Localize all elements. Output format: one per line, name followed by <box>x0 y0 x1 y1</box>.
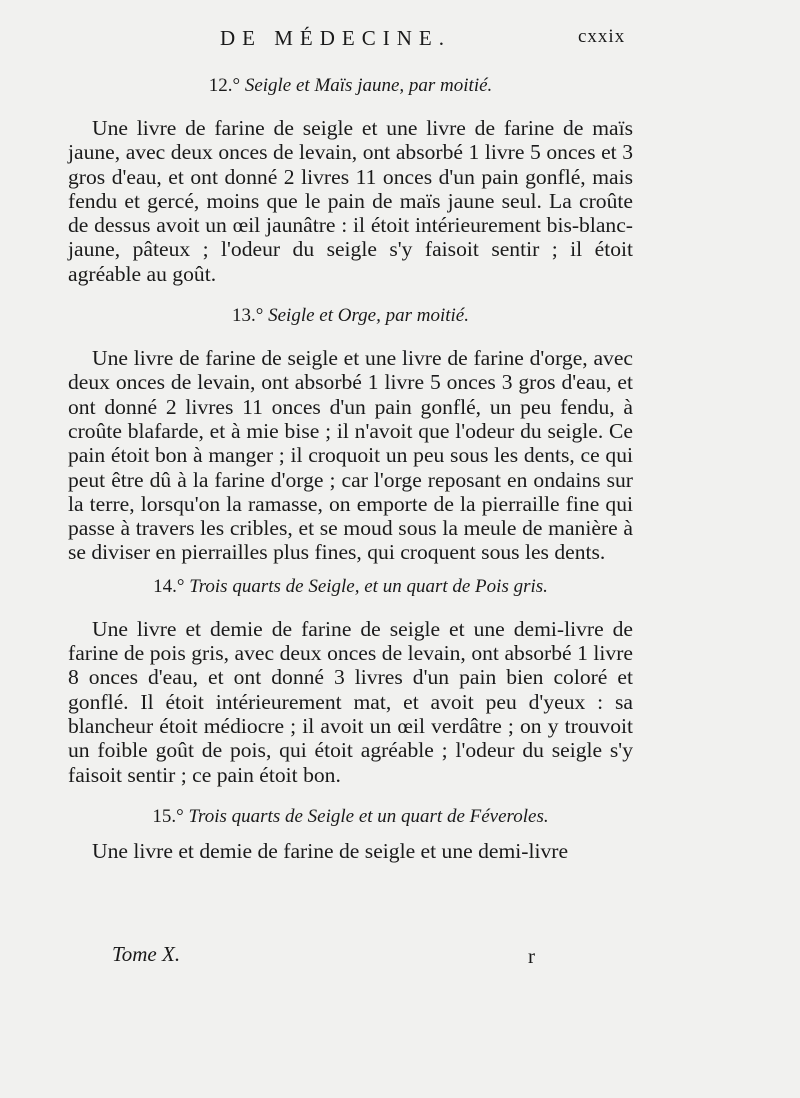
section-number: 14.° <box>153 575 185 597</box>
section-paragraph-12: Une livre de farine de seigle et une livre de farine de maïs jaune, avec deux onces de levain, ont absorbé 1 livre 5 onces et 3 gros d'eau, et ont donné 2 livres 11 onces d'un pain gonflé, mais fendu et gercé, moins que le pain de maïs jaune seul. La croûte de dessus avoit un œil jaunâtre : il étoit intérieurement bis-blanc-jaune, pâteux ; l'odeur du seigle s'y faisoit sentir ; il étoit agréable au goût. <box>68 116 633 286</box>
section-title: Seigle et Orge, par moitié. <box>268 305 469 327</box>
page-number: cxxix <box>578 26 626 47</box>
signature-mark: r <box>528 944 535 968</box>
section-number: 13.° <box>232 305 264 327</box>
section-number: 15.° <box>152 805 184 827</box>
section-heading-13 <box>68 304 633 328</box>
section-paragraph-13: Une livre de farine de seigle et une livre de farine d'orge, avec deux onces de levain, ont absorbé 1 livre 5 onces 3 gros d'eau, et ont donné 2 livres 11 onces d'un pain gonflé, un peu fendu, à croûte blafarde, et à mie bise ; il n'avoit que l'odeur du seigle. Ce pain étoit bon à manger ; il croquoit un peu sous les dents, ce qui peut être dû à la farine d'orge ; car l'orge reposant en ondains sur la terre, lorsqu'on la ramasse, on emporte de la pierraille fine qui passe à travers les cribles, et se moud sous la meule de manière à se diviser en pierrailles plus fines, qui croquent sous les dents. <box>68 346 633 565</box>
section-heading-12 <box>68 74 633 98</box>
section-number: 12.° <box>208 75 241 96</box>
section-heading-14 <box>68 575 633 599</box>
section-title: Trois quarts de Seigle et un quart de Féveroles. <box>188 805 549 827</box>
running-header: DE MÉDECINE. <box>220 26 451 50</box>
section-title: Trois quarts de Seigle, et un quart de Pois gris. <box>189 575 548 597</box>
page-body <box>68 74 633 863</box>
section-paragraph-15: Une livre et demie de farine de seigle et une demi-livre <box>92 838 569 863</box>
section-heading-15 <box>68 805 633 829</box>
section-title: Seigle et Maïs jaune, par moitié. <box>244 75 493 96</box>
volume-label: Tome X. <box>112 942 181 966</box>
section-paragraph-14: Une livre et demie de farine de seigle et une demi-livre de farine de pois gris, avec deux onces de levain, ont absorbé 1 livre 8 onces d'eau, et ont donné 3 livres d'un pain bien coloré et gonflé. Il étoit intérieurement mat, et avoit peu d'yeux : sa blancheur étoit médiocre ; il avoit un œil verdâtre ; on y trouvoit un foible goût de pois, qui étoit agréable ; l'odeur du seigle s'y faisoit sentir ; ce pain étoit bon. <box>68 616 633 787</box>
